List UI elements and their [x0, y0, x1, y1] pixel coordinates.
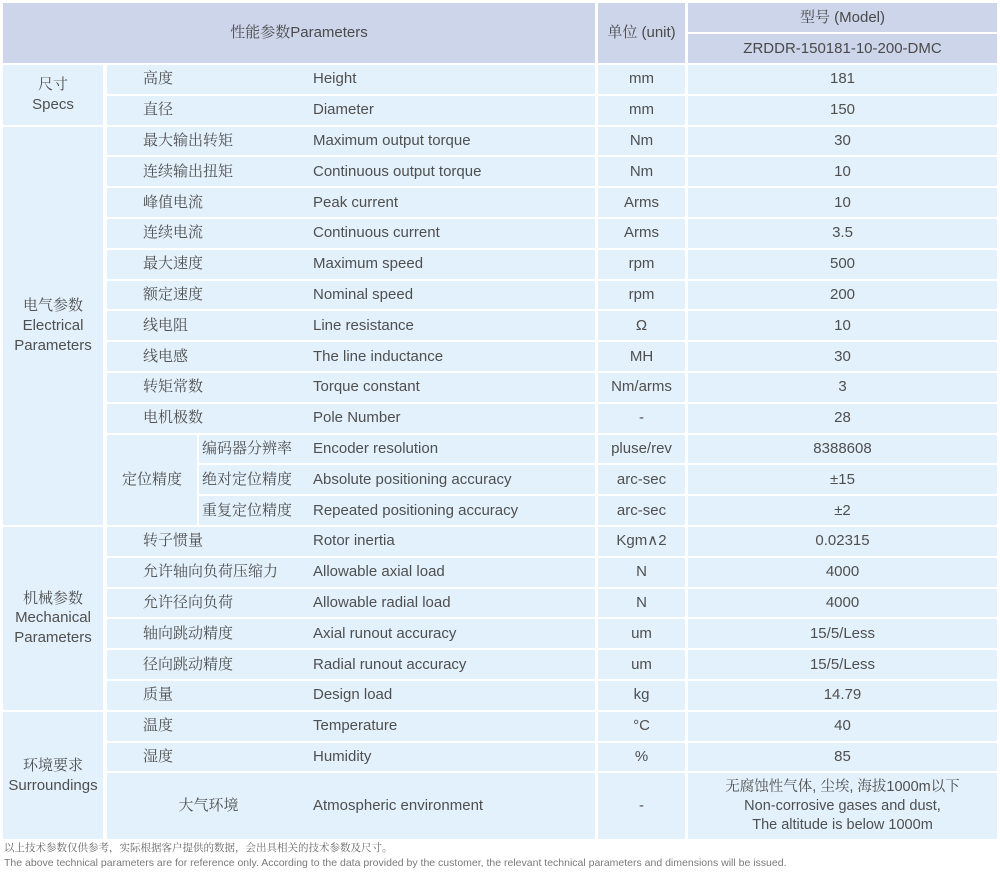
group-mechanical-en: Mechanical Parameters — [14, 609, 92, 647]
repeated-positioning-accuracy-en-label: Repeated positioning accuracy — [310, 496, 595, 525]
header-unit: 单位 (unit) — [598, 3, 685, 63]
axial-runout-en-label: Axial runout accuracy — [310, 619, 595, 648]
allowable-axial-load-en-label: Allowable axial load — [310, 558, 595, 587]
group-specs — [3, 65, 103, 125]
absolute-positioning-accuracy-value: ±15 — [688, 465, 997, 494]
footer-note-english: The above technical parameters are for reference only. According to the data provided by the customer, the relevant technical parameters and dimensions will be issued. — [4, 857, 787, 870]
height-unit: mm — [598, 65, 685, 94]
humidity-cn-label: 湿度 — [107, 743, 310, 772]
group-specs-cn: 尺寸 — [37, 76, 68, 93]
repeated-positioning-accuracy-unit: arc-sec — [598, 496, 685, 525]
max-output-torque-en-label: Maximum output torque — [310, 127, 595, 156]
positioning-accuracy-group-label: 定位精度 — [107, 435, 197, 525]
torque-constant-unit: Nm/arms — [598, 373, 685, 402]
repeated-positioning-accuracy-cn-label: 重复定位精度 — [197, 496, 310, 525]
encoder-resolution-en-label: Encoder resolution — [310, 435, 595, 464]
max-output-torque-cn-label: 最大输出转矩 — [107, 127, 310, 156]
design-load-unit: kg — [598, 681, 685, 710]
diameter-unit: mm — [598, 96, 685, 125]
peak-current-unit: Arms — [598, 188, 685, 217]
header-model-label: 型号 (Model) — [688, 3, 997, 32]
line-resistance-en-label: Line resistance — [310, 311, 595, 340]
header-model-value: ZRDDR-150181-10-200-DMC — [688, 34, 997, 63]
max-speed-unit: rpm — [598, 250, 685, 279]
temperature-cn-label: 温度 — [107, 712, 310, 741]
nominal-speed-unit: rpm — [598, 281, 685, 310]
rotor-inertia-cn-label: 转子惯量 — [107, 527, 310, 556]
max-speed-en-label: Maximum speed — [310, 250, 595, 279]
height-cn-label: 高度 — [107, 65, 310, 94]
group-surroundings — [3, 712, 103, 840]
cont-output-torque-value: 10 — [688, 157, 997, 186]
atmospheric-environment-value — [688, 773, 997, 839]
rotor-inertia-value: 0.02315 — [688, 527, 997, 556]
allowable-radial-load-value: 4000 — [688, 589, 997, 618]
peak-current-value: 10 — [688, 188, 997, 217]
allowable-radial-load-cn-label: 允许径向负荷 — [107, 589, 310, 618]
temperature-en-label: Temperature — [310, 712, 595, 741]
absolute-positioning-accuracy-unit: arc-sec — [598, 465, 685, 494]
atmospheric-environment-en-label: Atmospheric environment — [310, 773, 595, 839]
encoder-resolution-unit: pluse/rev — [598, 435, 685, 464]
atmospheric-environment-unit: - — [598, 773, 685, 839]
radial-runout-unit: um — [598, 650, 685, 679]
footer-note-chinese: 以上技术参数仅供参考，实际根据客户提供的数据，会出具相关的技术参数及尺寸。 — [4, 842, 393, 854]
atmospheric-environment-value-line2: Non-corrosive gases and dust, — [744, 797, 941, 814]
pole-number-value: 28 — [688, 404, 997, 433]
allowable-axial-load-cn-label: 允许轴向负荷压缩力 — [107, 558, 310, 587]
repeated-positioning-accuracy-value: ±2 — [688, 496, 997, 525]
peak-current-en-label: Peak current — [310, 188, 595, 217]
torque-constant-value: 3 — [688, 373, 997, 402]
group-mechanical-cn: 机械参数 — [22, 589, 83, 607]
max-speed-value: 500 — [688, 250, 997, 279]
design-load-value: 14.79 — [688, 681, 997, 710]
absolute-positioning-accuracy-en-label: Absolute positioning accuracy — [310, 465, 595, 494]
allowable-radial-load-en-label: Allowable radial load — [310, 589, 595, 618]
cont-current-value: 3.5 — [688, 219, 997, 248]
axial-runout-cn-label: 轴向跳动精度 — [107, 619, 310, 648]
line-resistance-value: 10 — [688, 311, 997, 340]
rotor-inertia-unit: Kgm∧2 — [598, 527, 685, 556]
group-specs-en: Specs — [32, 95, 74, 113]
diameter-value: 150 — [688, 96, 997, 125]
peak-current-cn-label: 峰值电流 — [107, 188, 310, 217]
diameter-en-label: Diameter — [310, 96, 595, 125]
cont-output-torque-en-label: Continuous output torque — [310, 157, 595, 186]
radial-runout-value: 15/5/Less — [688, 650, 997, 679]
axial-runout-value: 15/5/Less — [688, 619, 997, 648]
line-inductance-value: 30 — [688, 342, 997, 371]
cont-output-torque-unit: Nm — [598, 157, 685, 186]
absolute-positioning-accuracy-cn-label: 绝对定位精度 — [197, 465, 310, 494]
humidity-unit: % — [598, 743, 685, 772]
pole-number-unit: - — [598, 404, 685, 433]
group-electrical-en: Electrical Parameters — [14, 316, 92, 354]
cont-current-cn-label: 连续电流 — [107, 219, 310, 248]
pole-number-en-label: Pole Number — [310, 404, 595, 433]
torque-constant-en-label: Torque constant — [310, 373, 595, 402]
torque-constant-cn-label: 转矩常数 — [107, 373, 310, 402]
pole-number-cn-label: 电机极数 — [107, 404, 310, 433]
cont-current-en-label: Continuous current — [310, 219, 595, 248]
header-parameters: 性能参数Parameters — [3, 3, 595, 63]
radial-runout-en-label: Radial runout accuracy — [310, 650, 595, 679]
cont-current-unit: Arms — [598, 219, 685, 248]
atmospheric-environment-value-line1: 无腐蚀性气体, 尘埃, 海拔1000m以下 — [725, 779, 960, 796]
atmospheric-environment-value-line3: The altitude is below 1000m — [752, 816, 933, 833]
allowable-axial-load-unit: N — [598, 558, 685, 587]
design-load-en-label: Design load — [310, 681, 595, 710]
encoder-resolution-cn-label: 编码器分辨率 — [197, 435, 310, 464]
height-value: 181 — [688, 65, 997, 94]
group-surroundings-en: Surroundings — [8, 776, 98, 794]
height-en-label: Height — [310, 65, 595, 94]
max-speed-cn-label: 最大速度 — [107, 250, 310, 279]
radial-runout-cn-label: 径向跳动精度 — [107, 650, 310, 679]
temperature-unit: °C — [598, 712, 685, 741]
cont-output-torque-cn-label: 连续输出扭矩 — [107, 157, 310, 186]
group-mechanical — [3, 527, 103, 710]
humidity-value: 85 — [688, 743, 997, 772]
footer-notes — [4, 841, 996, 871]
nominal-speed-cn-label: 额定速度 — [107, 281, 310, 310]
line-resistance-cn-label: 线电阻 — [107, 311, 310, 340]
design-load-cn-label: 质量 — [107, 681, 310, 710]
nominal-speed-value: 200 — [688, 281, 997, 310]
group-surroundings-cn: 环境要求 — [22, 756, 83, 774]
line-inductance-unit: MH — [598, 342, 685, 371]
allowable-axial-load-value: 4000 — [688, 558, 997, 587]
allowable-radial-load-unit: N — [598, 589, 685, 618]
temperature-value: 40 — [688, 712, 997, 741]
max-output-torque-value: 30 — [688, 127, 997, 156]
nominal-speed-en-label: Nominal speed — [310, 281, 595, 310]
atmospheric-environment-cn-label: 大气环境 — [107, 773, 310, 839]
humidity-en-label: Humidity — [310, 743, 595, 772]
group-electrical — [3, 127, 103, 525]
max-output-torque-unit: Nm — [598, 127, 685, 156]
line-resistance-unit: Ω — [598, 311, 685, 340]
spec-table — [3, 3, 997, 839]
diameter-cn-label: 直径 — [107, 96, 310, 125]
line-inductance-en-label: The line inductance — [310, 342, 595, 371]
rotor-inertia-en-label: Rotor inertia — [310, 527, 595, 556]
axial-runout-unit: um — [598, 619, 685, 648]
line-inductance-cn-label: 线电感 — [107, 342, 310, 371]
encoder-resolution-value: 8388608 — [688, 435, 997, 464]
group-electrical-cn: 电气参数 — [22, 297, 83, 315]
